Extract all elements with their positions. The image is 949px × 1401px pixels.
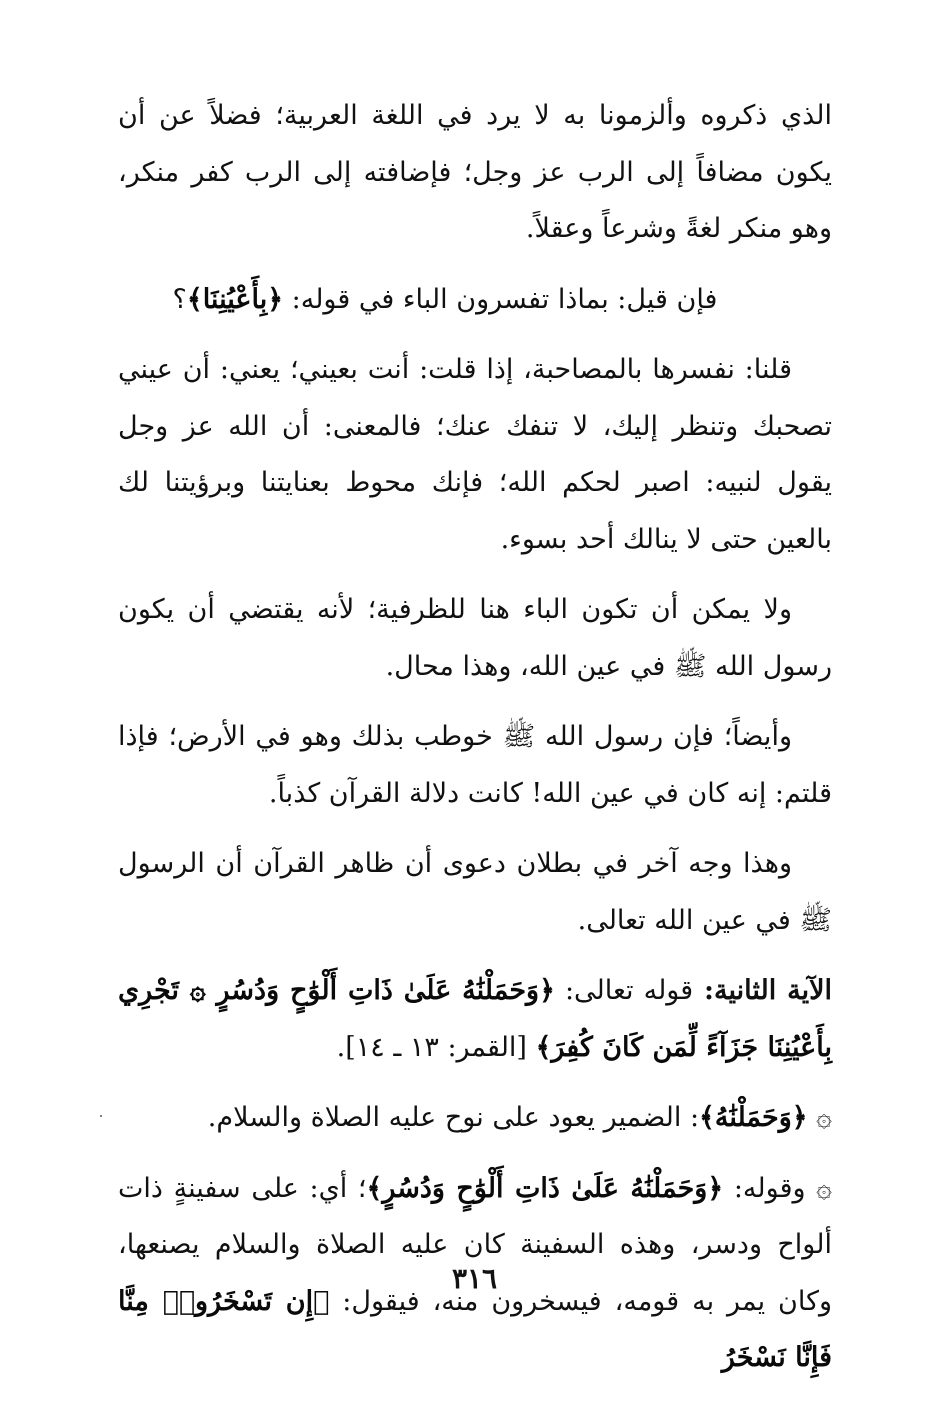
paragraph-7-intro: قوله تعالى: <box>554 975 694 1006</box>
paragraph-6-text: وهذا وجه آخر في بطلان دعوى أن ظاهر القرآن أن الرسول ﷺ في عين الله تعالى. <box>118 848 832 936</box>
quran-quote-wahamalnahu: ﴿وَحَمَلْنَٰهُ﴾ <box>699 1102 808 1133</box>
paragraph-8-bullet <box>118 1090 832 1147</box>
quran-quote-alwah-dusur: ﴿وَحَمَلْنَٰهُ عَلَىٰ ذَاتِ أَلْوَٰحٍ وَدُسُرٍ﴾ <box>366 1172 724 1204</box>
paragraph-5 <box>118 709 832 822</box>
paragraph-9-intro: ۞ وقوله: <box>723 1172 832 1204</box>
paragraph-7-second-verse <box>118 963 832 1076</box>
quran-quote-qamar-13-14: ﴿وَحَمَلْنَٰهُ عَلَىٰ ذَاتِ أَلْوَٰحٍ وَدُسُرٍ ۞ تَجْرِي بِأَعْيُنِنَا جَزَآءً لِّمَن كَانَ كُفِرَ﴾ <box>118 975 832 1063</box>
bullet-marker-1: ۞ <box>807 1102 832 1133</box>
page-body <box>118 88 832 1401</box>
paragraph-2-text: فإن قيل: بماذا تفسرون الباء في قوله: <box>283 283 718 315</box>
paragraph-5-text: وأيضاً؛ فإن رسول الله ﷺ خوطب بذلك وهو في الأرض؛ فإذا قلتم: إنه كان في عين الله! كانت دلالة القرآن كذباً. <box>118 721 832 809</box>
paragraph-3-answer <box>118 342 832 568</box>
quran-quote-biayunina: ﴿بِأَعْيُنِنَا﴾ <box>186 283 284 315</box>
paragraph-6 <box>118 836 832 949</box>
quran-quote-in-taskharu: ﴿إِن تَسْخَرُوا۟ مِنَّا فَإِنَّا نَسْخَرُ <box>118 1285 832 1373</box>
second-verse-heading: الآية الثانية: <box>693 975 832 1006</box>
paragraph-4 <box>118 582 832 695</box>
question-mark: ؟ <box>172 283 187 315</box>
paragraph-9-text: ؛ أي: على سفينةٍ ذات ألواح ودسر، وهذه السفينة كان عليه الصلاة والسلام يصنعها، وكان يمر به قومه، فيسخرون منه، فيقول: <box>118 1172 832 1317</box>
paragraph-2-question <box>118 272 832 329</box>
verse-reference: [القمر: ١٣ ـ ١٤]. <box>336 1031 536 1063</box>
page-number: ٣١٦ <box>451 1262 498 1295</box>
paragraph-3-text: قلنا: نفسرها بالمصاحبة، إذا قلت: أنت بعيني؛ يعني: أن عيني تصحبك وتنظر إليك، لا تنفك عنك؛ فالمعنى: أن الله عز وجل يقول لنبيه: اصبر لحكم الله؛ فإنك محوط بعنايتنا وبرؤيتنا لك بالعين حتى لا ينالك أحد بسوء. <box>118 354 832 555</box>
paragraph-1 <box>118 88 832 258</box>
paragraph-4-text: ولا يمكن أن تكون الباء هنا للظرفية؛ لأنه يقتضي أن يكون رسول الله ﷺ في عين الله، وهذا محال. <box>118 594 832 682</box>
paragraph-8-text: : الضمير يعود على نوح عليه الصلاة والسلام. <box>207 1102 700 1133</box>
paragraph-1-text: الذي ذكروه وألزمونا به لا يرد في اللغة العربية؛ فضلاً عن أن يكون مضافاً إلى الرب عز وجل؛ فإضافته إلى الرب كفر منكر، وهو منكر لغةً وشرعاً وعقلاً. <box>118 100 832 244</box>
scan-speck <box>100 1115 102 1117</box>
